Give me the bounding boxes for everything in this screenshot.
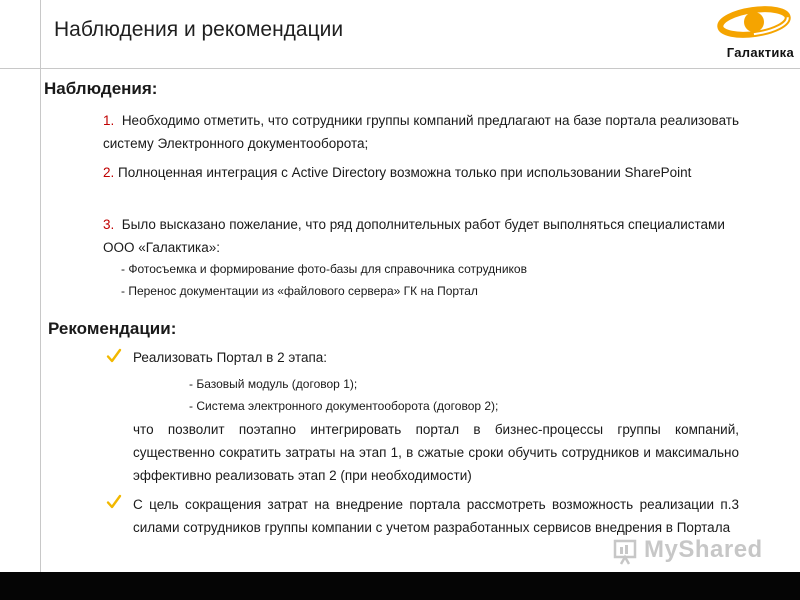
logo-text: Галактика <box>726 45 794 60</box>
item-number: 1. <box>103 113 115 128</box>
recommendations-heading: Рекомендации: <box>48 319 177 338</box>
observation-sub-item: - Перенос документации из «файлового сервера» ГК на Портал <box>121 284 478 298</box>
recommendation-item: Реализовать Портал в 2 этапа: <box>133 350 328 365</box>
page-title: Наблюдения и рекомендации <box>54 18 344 41</box>
checkmark-icon <box>106 348 122 364</box>
item-text: Необходимо отметить, что сотрудники группы компаний предлагают на базе портала реализовать систему Электронного документооборота; <box>103 113 739 151</box>
recommendation-sub-item: - Система электронного документооборота (договор 2); <box>189 399 499 413</box>
vertical-divider <box>40 0 41 572</box>
recommendation-item: С цель сокращения затрат на внедрение портала рассмотреть возможность реализации п.3 силами сотрудников группы компании с учетом разработанных сервисов внедрения в Портала <box>133 497 739 535</box>
galaktika-logo <box>694 2 794 64</box>
watermark <box>608 534 763 570</box>
recommendation-continuation: что позволит поэтапно интегрировать портал в бизнес-процессы группы компаний, существенно сократить затраты на этап 1, в сжатые сроки обучить сотрудников и максимально эффективно реализовать этап 2 (при необходимости) <box>133 422 739 483</box>
galaktika-swoosh-icon <box>694 2 794 46</box>
checkmark-icon <box>106 494 122 510</box>
item-number: 3. <box>103 217 115 232</box>
observation-sub-item: - Фотосъемка и формирование фото-базы для справочника сотрудников <box>121 262 527 276</box>
recommendation-sub-item: - Базовый модуль (договор 1); <box>189 377 358 391</box>
watermark-text: MyShared <box>644 536 763 563</box>
observation-item <box>103 161 739 184</box>
presentation-board-icon <box>612 538 640 566</box>
item-text: Было высказано пожелание, что ряд дополнительных работ будет выполняться специалистами ООО «Галактика»: <box>103 217 725 255</box>
item-text: Полноценная интеграция с Active Directory возможна только при использовании SharePoint <box>118 165 692 180</box>
footer-bar <box>0 572 800 600</box>
observation-item <box>103 213 739 259</box>
observations-heading: Наблюдения: <box>44 79 158 98</box>
header-divider <box>0 68 800 69</box>
item-number: 2. <box>103 165 115 180</box>
observation-item <box>103 109 739 155</box>
